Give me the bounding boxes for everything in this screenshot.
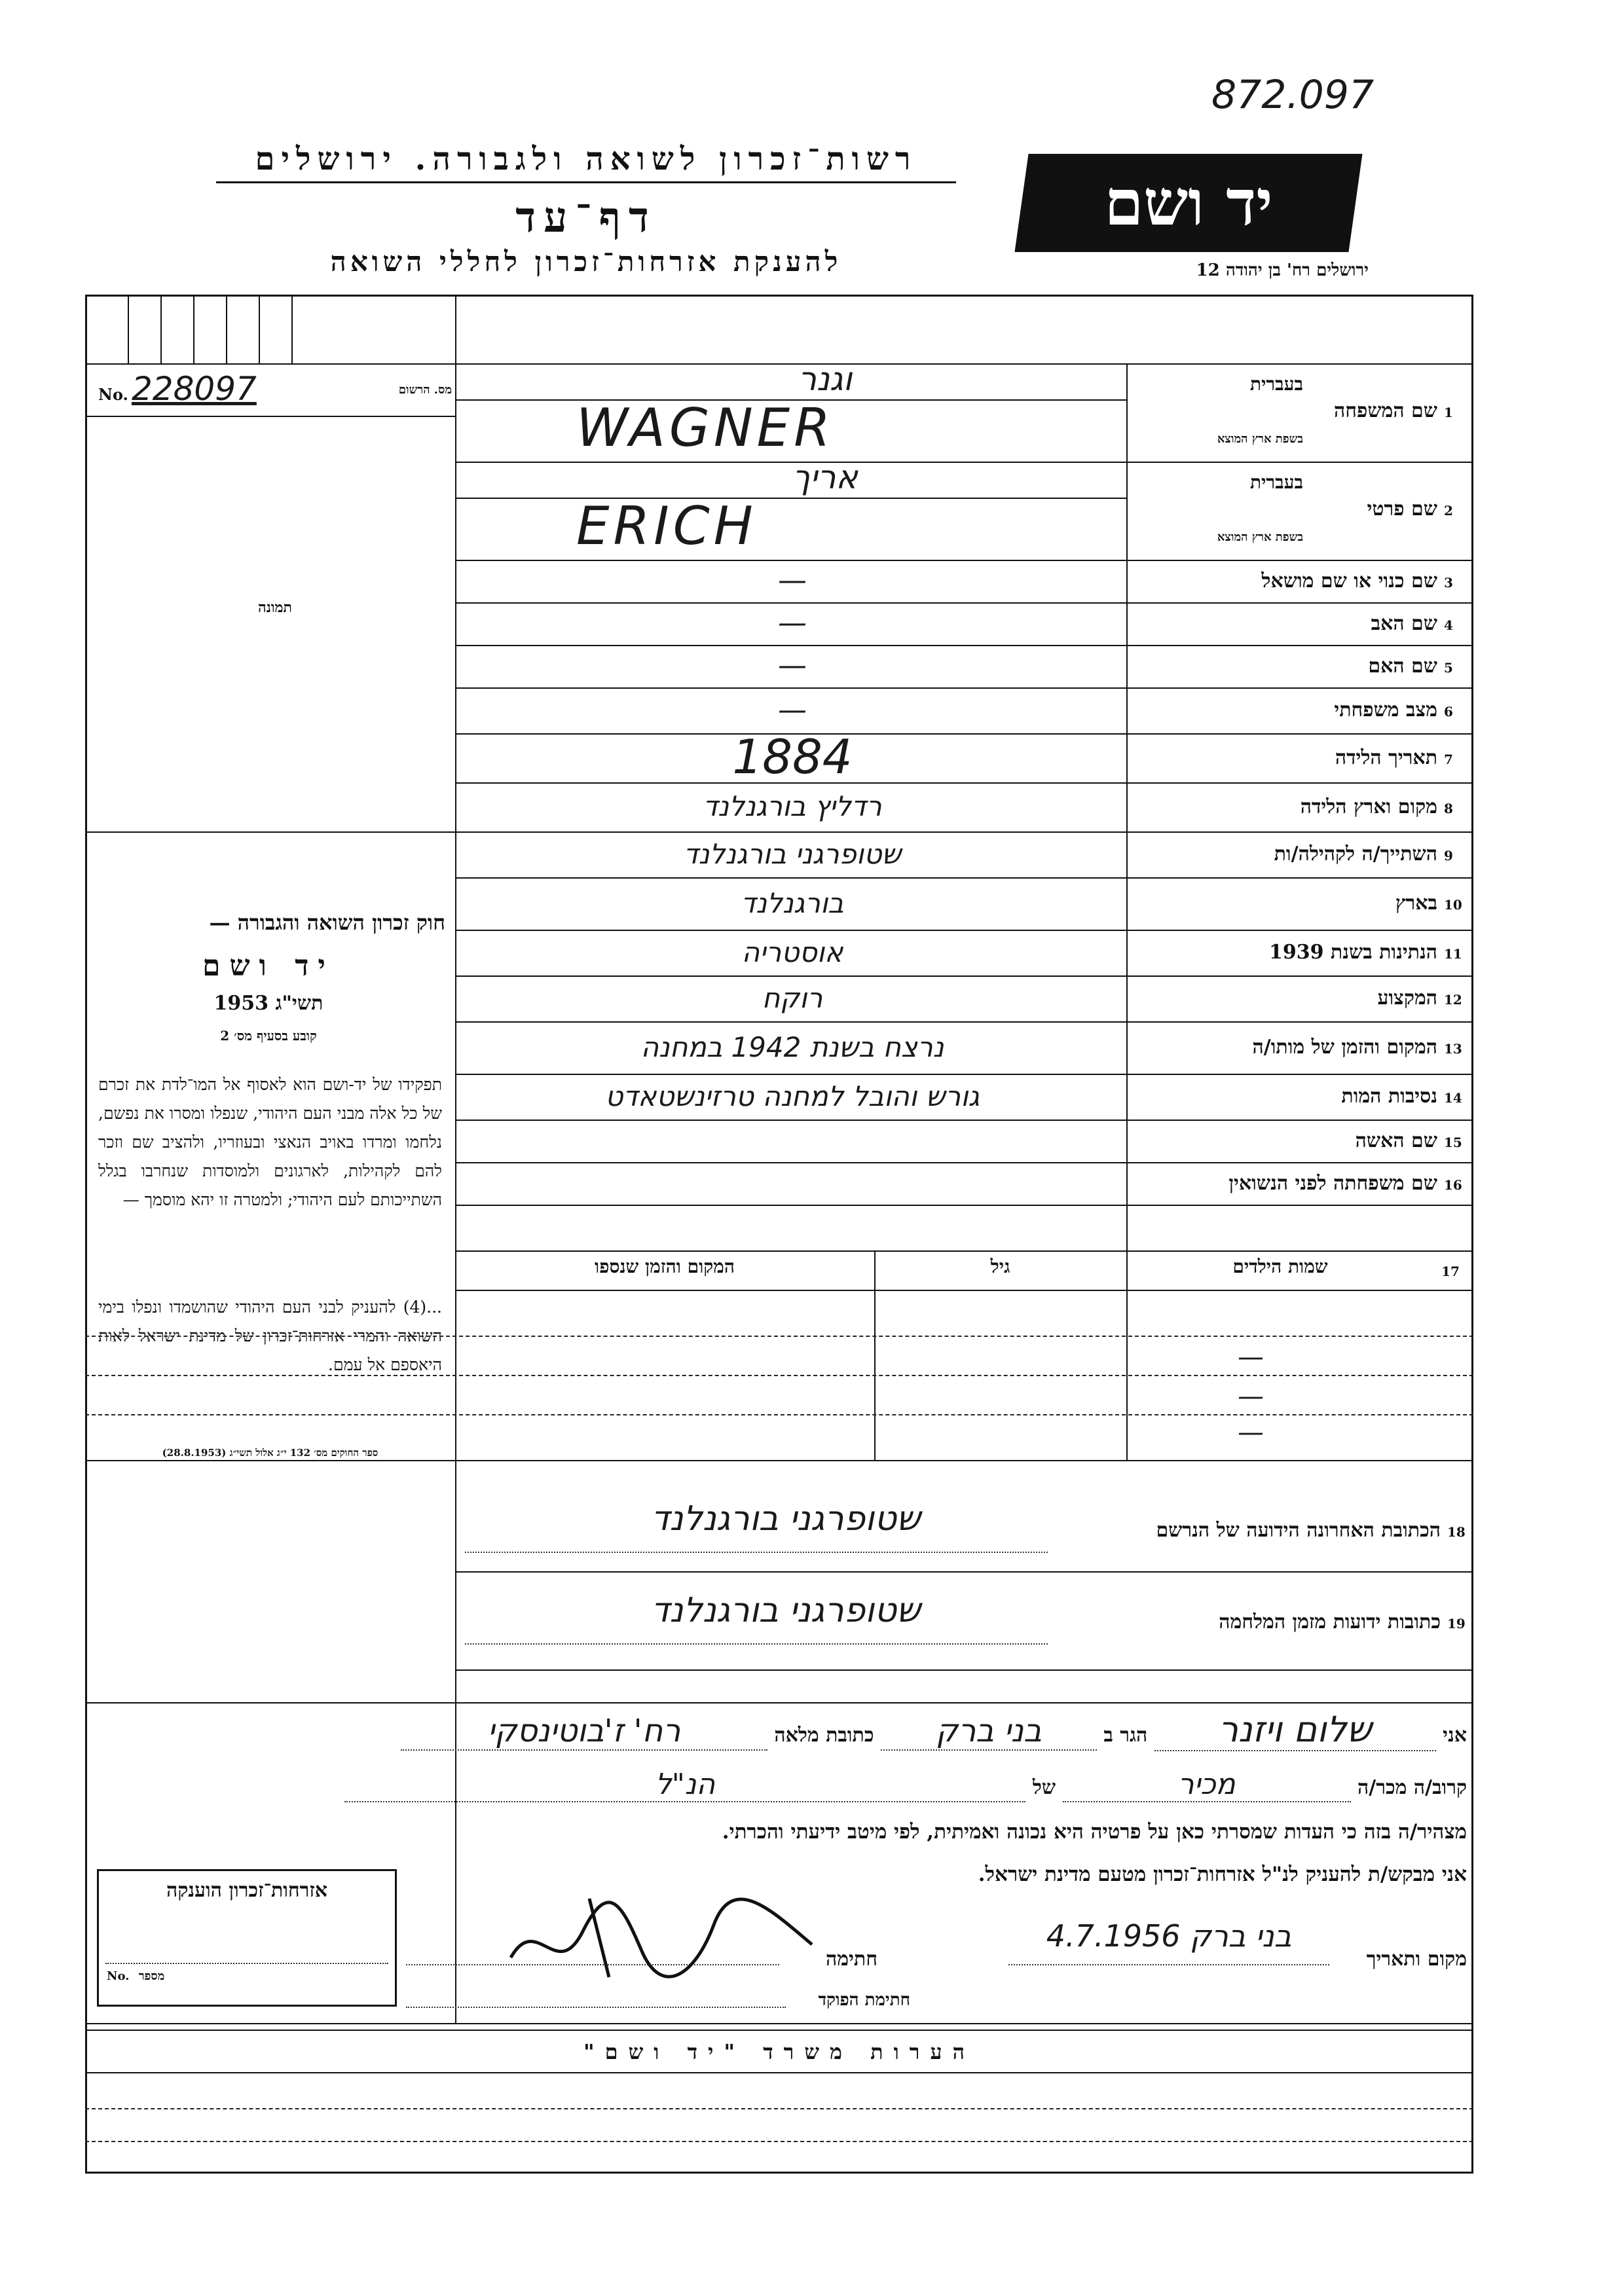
declaration-line-4: אני מבקש/ת להעניק לנ"ל אזרחות־זכרון מטעם מדינת ישראל. [978, 1863, 1467, 1886]
field-15-number: 15 [1444, 1134, 1462, 1150]
field-4-number: 4 [1444, 617, 1453, 633]
law-text-1: תפקידו של יד-ושם הוא לאסוף אל המו־לדת את זכרם של כל אלה מבני העם היהודי, שנפלו ומסרו את נפשם, נלחמו ומרדו באויב הנאצי ובעוזריו, ולהציב שם וזכר להם לקהילות, לארגונים ולמוסדות שנחרבו בגלל השתייכותם לעם היהודי; ולמטרה זו יהא מוסמך — [98, 1075, 442, 1209]
field-1-hebrew-tag: בעברית [1249, 373, 1303, 395]
field-1-label: שם המשפחה [1333, 399, 1437, 422]
field-5-value: — [778, 649, 807, 683]
field-5-label: שם האם [1368, 654, 1437, 678]
field-1-origin-tag: בשפת ארץ המוצא [1217, 432, 1303, 446]
declaration-line-1 [98, 1709, 1467, 1768]
field-19-value: שטופרגני בורגנלנד [651, 1591, 921, 1630]
law-name: יד ושם [202, 949, 335, 983]
decl-relation-label: קרוב/ה מכר/ה [1357, 1776, 1467, 1799]
field-18-value: שטופרגני בורגנלנד [651, 1499, 921, 1539]
field-7-value: 1884 [732, 729, 853, 785]
place-date-label: מקום ותאריך [1366, 1948, 1467, 1971]
logo-address: ירושלים רח' בן יהודה 12 [1196, 261, 1369, 280]
field-8-value: רדליץ בורגנלנד [703, 790, 882, 823]
place-date-value: בני ברק 4.7.1956 [1046, 1918, 1292, 1954]
col-place-time: המקום והזמן שנספו [595, 1256, 735, 1277]
field-3-number: 3 [1444, 574, 1453, 591]
decl-relation: מכיר [1063, 1768, 1351, 1802]
decl-of-name: הנ"ל [344, 1768, 1025, 1802]
field-18-label: הכתובת האחרונה הידועה של הנרשם [1156, 1519, 1441, 1542]
field-14-number: 14 [1444, 1090, 1462, 1106]
field-1-latin-value: WAGNER [576, 397, 834, 458]
field-11-number: 11 [1444, 946, 1462, 962]
field-11-value: אוסטריה [741, 936, 843, 968]
stamp-box-title: אזרחות־זכרון הוענקה [166, 1879, 328, 1902]
col-children-names: שמות הילדים [1232, 1256, 1328, 1277]
field-6-number: 6 [1444, 704, 1453, 720]
field-2-latin-value: ERICH [576, 496, 757, 556]
col-age: גיל [990, 1256, 1010, 1277]
reg-no-prefix: No. [98, 385, 128, 404]
field-7-number: 7 [1444, 751, 1453, 767]
decl-address-label: כתובת מלאה [774, 1724, 874, 1747]
declaration-line-3: מצהיר/ה בזה כי העדות שמסרתי כאן על פרטיה היא נכונה ואמיתית, לפי מיטב ידיעתי והכרתי. [722, 1820, 1467, 1844]
signature-label: חתימה [826, 1948, 877, 1971]
field-6-label: מצב משפחתי [1334, 699, 1437, 721]
field-16-number: 16 [1444, 1176, 1462, 1193]
decl-prefix: אני [1443, 1724, 1467, 1747]
field-13-label: המקום והזמן של מותו/ה [1252, 1036, 1437, 1059]
decl-address: רח' ז'בוטינסקי [401, 1713, 767, 1751]
office-notes-title: הערות משרד "יד ושם" [583, 2039, 976, 2064]
law-title: חוק זכרון השואה והגבורה — [209, 910, 445, 935]
field-12-number: 12 [1444, 992, 1462, 1008]
field-1-hebrew-value: וגנר [798, 360, 853, 398]
field-6-value: — [778, 693, 807, 727]
field-10-value: בורגנלנד [741, 886, 844, 919]
law-text-2: ...(4) להעניק לבני העם היהודי שהושמדו ונפלו בימי השואה והמרי אזרחות־זכרון של מדינת ישראל לאות היאספם אל עמם. [98, 1298, 442, 1374]
citizenship-stamp-box [97, 1869, 397, 2007]
official-signature-label: חתימת הפוקד [818, 1990, 910, 2010]
decl-resides-in: הגר ב [1103, 1724, 1148, 1747]
reg-no-label: מס. הרשום [398, 383, 452, 397]
registration-number [98, 370, 452, 409]
authority-title: רשות־זכרון לשואה ולגבורה. ירושלים [216, 141, 956, 183]
doc-subtitle: להענקת אזרחות־זכרון לחללי השואה [330, 246, 842, 278]
field-4-value: — [778, 606, 807, 640]
law-clause-ref: קובע בסעיף מס׳ 2 [220, 1028, 317, 1044]
field-3-label: שם כנוי או שם מושאל [1261, 569, 1437, 592]
field-9-value: שטופרגני בורגנלנד [683, 837, 902, 870]
field-8-number: 8 [1444, 800, 1453, 816]
stamp-box-no-label: מספר [138, 1969, 165, 1983]
field-16-label: שם משפחתה לפני הנשואין [1228, 1171, 1437, 1195]
field-4-label: שם האב [1371, 611, 1437, 635]
field-17-number: 17 [1441, 1264, 1460, 1279]
decl-of: של [1032, 1776, 1056, 1799]
decl-city: בני ברק [881, 1713, 1097, 1751]
declaration-line-2 [98, 1768, 1467, 1820]
field-13-value: נרצח בשנת 1942 במחנה [640, 1030, 944, 1063]
field-13-number: 13 [1444, 1041, 1462, 1057]
child-mark-1: — [1238, 1342, 1264, 1372]
field-14-label: נסיבות המות [1341, 1085, 1437, 1108]
field-19-number: 19 [1447, 1616, 1466, 1631]
field-15-label: שם האשה [1355, 1129, 1437, 1152]
field-2-label: שם פרטי [1367, 498, 1437, 520]
field-9-number: 9 [1444, 848, 1453, 864]
stamp-box-no: No. [107, 1969, 130, 1983]
photo-label: תמונה [258, 599, 292, 616]
field-8-label: מקום וארץ הלידה [1300, 795, 1437, 818]
signature-mark [498, 1886, 825, 1990]
corner-reference: 872.097 [1211, 72, 1375, 118]
child-mark-3: — [1238, 1417, 1264, 1448]
field-5-number: 5 [1444, 659, 1453, 676]
field-18-number: 18 [1447, 1524, 1466, 1540]
field-12-value: רוקח [762, 981, 823, 1014]
logo-block [1014, 154, 1362, 252]
field-1-number: 1 [1444, 405, 1453, 420]
field-9-label: השתייך/ה לקהילה/ות [1274, 843, 1437, 866]
field-3-value: — [778, 564, 807, 598]
field-2-number: 2 [1444, 503, 1453, 519]
child-mark-2: — [1238, 1381, 1264, 1412]
field-2-hebrew-tag: בעברית [1249, 471, 1303, 493]
field-11-label: הנתינות בשנת 1939 [1268, 941, 1437, 964]
field-10-number: 10 [1444, 897, 1462, 913]
field-2-origin-tag: בשפת ארץ המוצא [1217, 530, 1303, 544]
field-7-label: תאריך הלידה [1335, 746, 1437, 769]
field-10-label: בארץ [1395, 892, 1437, 915]
field-2-hebrew-value: אריך [792, 458, 858, 496]
field-19-label: כתובות ידועות מזמן המלחמה [1219, 1611, 1441, 1633]
field-14-value: גורש והובל למחנה טרזינשטאדט [605, 1080, 980, 1112]
law-year: תשי"ג 1953 [213, 992, 323, 1015]
logo-text: יד ושם [1104, 166, 1273, 240]
field-12-label: המקצוע [1377, 987, 1437, 1010]
decl-name: שלום ויזנר [1154, 1709, 1436, 1751]
doc-title: דף־עד [515, 193, 657, 242]
reg-no-value: 228097 [131, 370, 257, 408]
law-footnote: ספר החוקים מס׳ 132 י״ג אלול תשי״ג (28.8.1953) [162, 1447, 378, 1459]
